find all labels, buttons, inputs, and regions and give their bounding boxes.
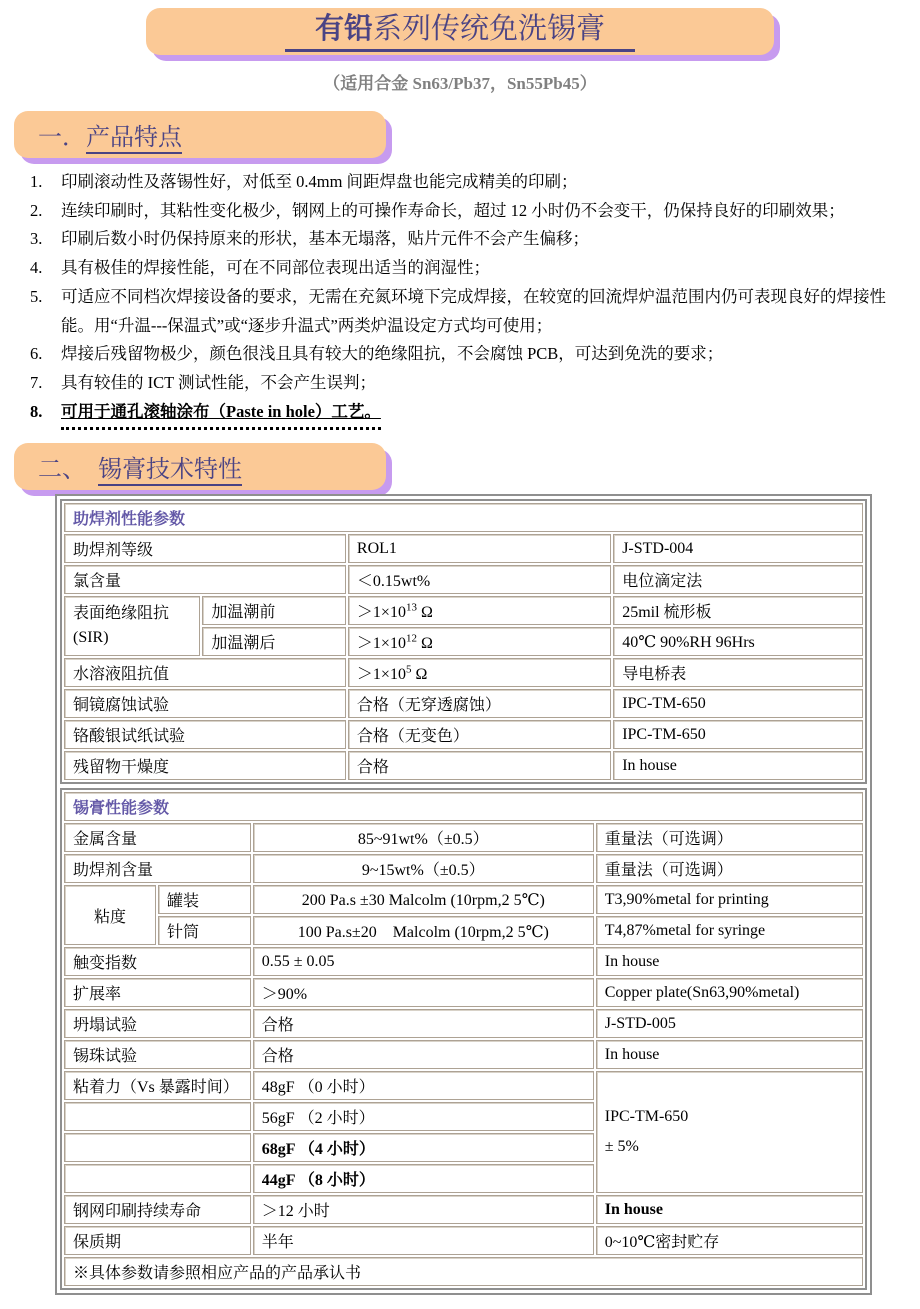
feature-item-2 — [30, 197, 914, 226]
tack-method-line1: IPC-TM-650 — [604, 1107, 689, 1125]
tack-item-empty — [64, 1164, 251, 1193]
sir-before-value — [348, 596, 611, 625]
tack-method — [596, 1071, 863, 1193]
feature-item-3 — [30, 225, 914, 254]
solder-ball-method: In house — [596, 1040, 863, 1069]
copper-mirror-method: IPC-TM-650 — [613, 689, 863, 718]
aqueous-method: 导电桥表 — [613, 658, 863, 687]
feature-number: 3. — [30, 229, 43, 249]
value-base: ＞1×10 — [356, 635, 406, 653]
residue-item: 残留物干燥度 — [64, 751, 346, 780]
table-row — [64, 947, 863, 976]
section2-banner — [14, 443, 386, 490]
slump-value: 合格 — [253, 1009, 594, 1038]
viscosity-item: 粘度 — [64, 885, 156, 945]
feature-item-6 — [30, 340, 914, 369]
tack-value-4h: 68gF （4 小时） — [253, 1133, 594, 1162]
thixotropic-item: 触变指数 — [64, 947, 251, 976]
stencil-life-value: ＞12 小时 — [253, 1195, 594, 1224]
silver-chromate-value: 合格（无变色） — [348, 720, 611, 749]
flux-content-item: 助焊剂含量 — [64, 854, 251, 883]
tack-item: 粘着力（Vs 暴露时间） — [64, 1071, 251, 1100]
value-unit: Ω — [416, 604, 433, 622]
viscosity-jar-method: T3,90%metal for printing — [596, 885, 863, 914]
copper-mirror-item: 铜镜腐蚀试验 — [64, 689, 346, 718]
table-row — [64, 1195, 863, 1224]
table-row — [64, 751, 863, 780]
table-footnote: ※具体参数请参照相应产品的产品承认书 — [64, 1257, 863, 1286]
chlorine-item: 氯含量 — [64, 565, 346, 594]
tack-value-8h: 44gF （8 小时） — [253, 1164, 594, 1193]
sir-after-value — [348, 627, 611, 656]
thixotropic-method: In house — [596, 947, 863, 976]
product-features-list — [0, 168, 920, 430]
table-row — [64, 792, 863, 821]
feature-text: 具有较佳的 ICT 测试性能，不会产生误判； — [61, 372, 377, 392]
tack-item-empty — [64, 1133, 251, 1162]
spec-tables-container — [55, 494, 872, 1295]
shelf-life-method: 0~10℃密封贮存 — [596, 1226, 863, 1255]
table-row — [64, 885, 863, 914]
flux-grade-value: ROL1 — [348, 534, 611, 563]
table-row — [64, 658, 863, 687]
table-row — [64, 1040, 863, 1069]
value-base: ＞1×10 — [356, 666, 406, 684]
feature-item-4 — [30, 254, 914, 283]
silver-chromate-item: 铬酸银试纸试验 — [64, 720, 346, 749]
spread-item: 扩展率 — [64, 978, 251, 1007]
feature-text: 可用于通孔滚轴涂布（Paste in hole）工艺。 — [61, 398, 381, 431]
aqueous-value — [348, 658, 611, 687]
tack-value-0h: 48gF （0 小时） — [253, 1071, 594, 1100]
flux-grade-method: J-STD-004 — [613, 534, 863, 563]
metal-content-item: 金属含量 — [64, 823, 251, 852]
feature-item-7 — [30, 369, 914, 398]
section2-number: 二、 — [38, 457, 98, 484]
flux-table-title: 助焊剂性能参数 — [64, 503, 863, 532]
value-exponent: 12 — [405, 633, 417, 645]
table-row — [64, 1009, 863, 1038]
feature-text: 印刷滚动性及落锡性好，对低至 0.4mm 间距焊盘也能完成精美的印刷； — [61, 172, 578, 191]
table-row — [64, 978, 863, 1007]
slump-item: 坍塌试验 — [64, 1009, 251, 1038]
metal-content-method: 重量法（可选调） — [596, 823, 863, 852]
feature-item-5 — [30, 283, 914, 340]
paste-table-title: 锡膏性能参数 — [64, 792, 863, 821]
viscosity-syringe-value: 100 Pa.s±20 Malcolm (10rpm,2 5℃) — [253, 916, 594, 945]
table-row — [64, 689, 863, 718]
page-title-rest: 系列传统免洗锡膏 — [373, 13, 606, 46]
alloy-subtitle: （适用合金 Sn63/Pb37，Sn55Pb45） — [323, 74, 597, 93]
feature-number: 2. — [30, 200, 43, 220]
chlorine-method: 电位滴定法 — [613, 565, 863, 594]
sir-after-condition: 加温潮后 — [202, 627, 346, 656]
flux-grade-item: 助焊剂等级 — [64, 534, 346, 563]
flux-performance-table — [60, 499, 867, 784]
section1-name: 产品特点 — [86, 125, 182, 154]
tack-value-2h: 56gF （2 小时） — [253, 1102, 594, 1131]
stencil-life-item: 钢网印刷持续寿命 — [64, 1195, 251, 1224]
sir-before-condition: 加温潮前 — [202, 596, 346, 625]
viscosity-syringe-method: T4,87%metal for syringe — [596, 916, 863, 945]
flux-content-value: 9~15wt%（±0.5） — [253, 854, 594, 883]
feature-number: 7. — [30, 372, 43, 392]
solder-ball-value: 合格 — [253, 1040, 594, 1069]
title-banner — [146, 8, 774, 55]
value-unit: Ω — [416, 635, 433, 653]
solder-ball-item: 锡珠试验 — [64, 1040, 251, 1069]
table-row — [64, 1071, 863, 1100]
table-row — [64, 854, 863, 883]
feature-item-8 — [30, 398, 914, 431]
aqueous-item: 水溶液阻抗值 — [64, 658, 346, 687]
viscosity-jar-type: 罐装 — [158, 885, 251, 914]
viscosity-syringe-type: 针筒 — [158, 916, 251, 945]
tack-method-line2: ± 5% — [604, 1138, 639, 1156]
paste-performance-table — [60, 788, 867, 1290]
feature-text: 具有极佳的焊接性能，可在不同部位表现出适当的润湿性； — [61, 258, 490, 278]
viscosity-jar-value: 200 Pa.s ±30 Malcolm (10rpm,2 5℃) — [253, 885, 594, 914]
page-title — [285, 11, 635, 51]
spread-value: ＞90% — [253, 978, 594, 1007]
table-row — [64, 503, 863, 532]
section2-name: 锡膏技术特性 — [98, 457, 242, 486]
sir-after-method: 40℃ 90%RH 96Hrs — [613, 627, 863, 656]
residue-method: In house — [613, 751, 863, 780]
sir-item-line2: (SIR) — [73, 629, 109, 647]
chlorine-value: ＜0.15wt% — [348, 565, 611, 594]
feature-number: 6. — [30, 344, 43, 364]
value-exponent: 13 — [405, 602, 417, 614]
slump-method: J-STD-005 — [596, 1009, 863, 1038]
feature-text: 可适应不同档次焊接设备的要求，无需在充氮环境下完成焊接，在较宽的回流焊炉温范围内仍可表现良好的焊接性能。用“升温---保温式”或“逐步升温式”两类炉温设定方式均可使用； — [61, 286, 886, 335]
section1-title — [38, 117, 182, 152]
shelf-life-item: 保质期 — [64, 1226, 251, 1255]
table-row — [64, 596, 863, 625]
sir-item — [64, 596, 200, 656]
flux-content-method: 重量法（可选调） — [596, 854, 863, 883]
value-unit: Ω — [411, 666, 428, 684]
table-row — [64, 1226, 863, 1255]
feature-text: 连续印刷时，其粘性变化极少，钢网上的可操作寿命长，超过 12 小时仍不会变干，仍保持良好的印刷效果； — [61, 200, 845, 220]
shelf-life-value: 半年 — [253, 1226, 594, 1255]
feature-text: 印刷后数小时仍保持原来的形状，基本无塌落，贴片元件不会产生偏移； — [61, 229, 589, 249]
table-row — [64, 823, 863, 852]
table-row — [64, 720, 863, 749]
page-title-bold: 有铅 — [314, 13, 373, 46]
copper-mirror-value: 合格（无穿透腐蚀） — [348, 689, 611, 718]
stencil-life-method: In house — [596, 1195, 863, 1224]
feature-number: 1. — [30, 172, 43, 191]
sir-before-method: 25mil 梳形板 — [613, 596, 863, 625]
silver-chromate-method: IPC-TM-650 — [613, 720, 863, 749]
table-row — [64, 916, 863, 945]
table-row — [64, 534, 863, 563]
metal-content-value: 85~91wt%（±0.5） — [253, 823, 594, 852]
feature-number: 8. — [30, 401, 43, 421]
sir-item-line1: 表面绝缘阻抗 — [73, 605, 170, 623]
feature-number: 4. — [30, 258, 43, 278]
section1-banner — [14, 111, 386, 158]
table-row — [64, 565, 863, 594]
feature-number: 5. — [30, 286, 43, 306]
value-exponent: 5 — [405, 664, 412, 676]
feature-item-1 — [30, 168, 914, 197]
section1-number: 一． — [38, 125, 86, 151]
thixotropic-value: 0.55 ± 0.05 — [253, 947, 594, 976]
value-base: ＞1×10 — [356, 604, 406, 622]
section2-title — [38, 449, 242, 484]
spread-method: Copper plate(Sn63,90%metal) — [596, 978, 863, 1007]
table-row — [64, 1257, 863, 1286]
tack-item-empty — [64, 1102, 251, 1131]
residue-value: 合格 — [348, 751, 611, 780]
feature-text: 焊接后残留物极少，颜色很浅且具有较大的绝缘阻抗，不会腐蚀 PCB，可达到免洗的要求； — [61, 344, 724, 364]
